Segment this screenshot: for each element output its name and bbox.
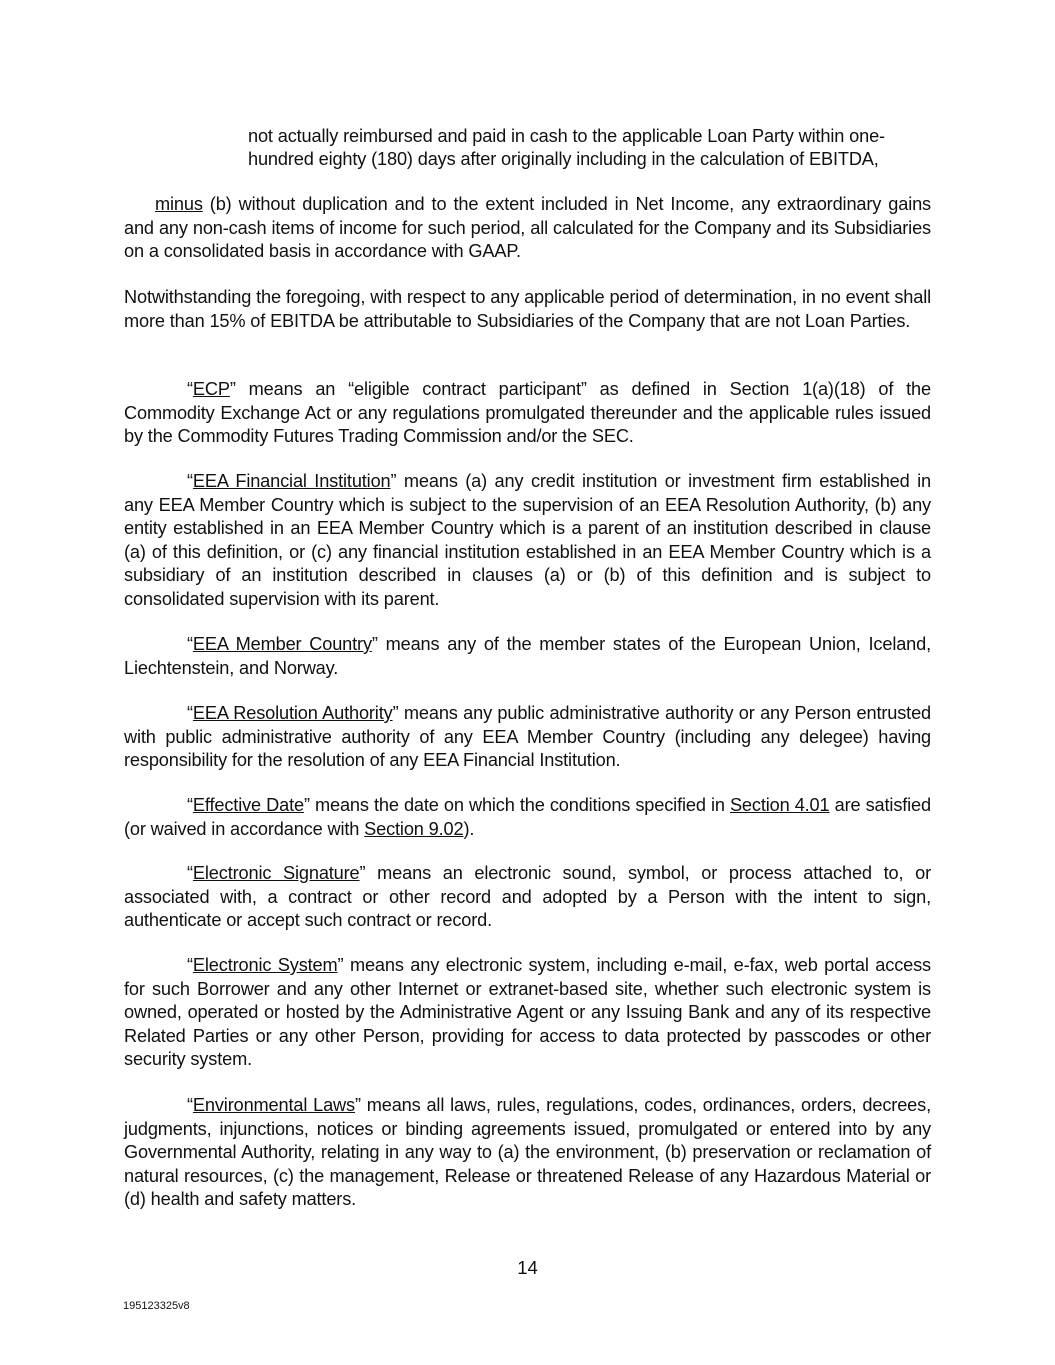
definition-electronic-system <box>124 954 931 1072</box>
definition-effective-date <box>124 794 931 841</box>
definition-ecp <box>124 378 931 449</box>
defined-term: Electronic System <box>192 955 338 975</box>
defined-term: EEA Financial Institution <box>192 471 391 491</box>
open-quote: “ <box>187 634 193 654</box>
definition-text: ” means (a) any credit institution or investment firm established in any EEA Member Country which is subject to the supervision of an EEA Resolution Authority, (b) any entity established in an EEA Member Country which is a parent of an institution described in clause (a) of this definition, or (c) any financial institution established in an EEA Member Country which is a subsidiary of an institution described in clauses (a) or (b) of this definition and is subject to consolidated supervision with its parent. <box>124 471 931 609</box>
definition-text: ” means an electronic sound, symbol, or process attached to, or associated with, a contract or other record and adopted by a Person with the intent to sign, authenticate or accept such contract or record. <box>124 863 931 930</box>
page-number: 14 <box>517 1257 538 1278</box>
definition-eea-financial-institution <box>124 470 931 611</box>
definition-text: ” means any of the member states of the European Union, Iceland, Liechtenstein, and Norway. <box>124 634 932 678</box>
continuation-line-1: not actually reimbursed and paid in cash to the applicable Loan Party within one- <box>248 126 885 146</box>
defined-term: Environmental Laws <box>192 1095 355 1115</box>
notwithstanding-paragraph: Notwithstanding the foregoing, with respect to any applicable period of determination, in no event shall more than 15% of EBITDA be attributable to Subsidiaries of the Company that are not Loan Parties. <box>124 287 931 331</box>
document-id: 195123325v8 <box>123 1300 190 1312</box>
defined-term: EEA Member Country <box>192 634 372 654</box>
open-quote: “ <box>187 863 193 883</box>
open-quote: “ <box>187 955 193 975</box>
minus-clause-text: (b) without duplication and to the extent included in Net Income, any extraordinary gains and any non-cash items of income for such period, all calculated for the Company and its Subsidiaries on a consolidated basis in accordance with GAAP. <box>124 194 931 261</box>
definition-eea-member-country <box>124 633 931 680</box>
section-4-01-reference: Section 4.01 <box>729 795 830 815</box>
definition-eea-resolution-authority <box>124 702 931 773</box>
open-quote: “ <box>187 795 193 815</box>
definition-text: ” means any electronic system, including e-mail, e-fax, web portal access for such Borrower and any other Internet or extranet-based site, whether such electronic system is owned, operated or hosted by the Administrative Agent or any Issuing Bank and any of its respective Related Parties or any other Person, providing for access to data protected by passcodes or other security system. <box>124 955 931 1069</box>
definition-text: are satisfied (or waived in accordance with <box>124 795 931 839</box>
open-quote: “ <box>187 703 193 723</box>
definition-text: ). <box>463 818 475 839</box>
definition-text: ” means an “eligible contract participant” as defined in Section 1(a)(18) of the Commodity Exchange Act or any regulations promulgated thereunder and the applicable rules issued by the Commodity Futures Trading Commission and/or the SEC. <box>124 379 931 446</box>
minus-term: minus <box>155 194 203 214</box>
continuation-line-2: hundred eighty (180) days after originally including in the calculation of EBITDA, <box>248 149 879 169</box>
definition-environmental-laws <box>124 1094 931 1212</box>
minus-clause-paragraph <box>124 193 931 264</box>
definition-text: ” means any public administrative authority or any Person entrusted with public administrative authority of any EEA Member Country (including any delegee) having responsibility for the resolution of any EEA Financial Institution. <box>124 703 932 770</box>
open-quote: “ <box>187 1095 193 1115</box>
definition-text: ” means all laws, rules, regulations, codes, ordinances, orders, decrees, judgments, injunctions, notices or binding agreements issued, promulgated or entered into by any Governmental Authority, relating in any way to (a) the environment, (b) preservation or reclamation of natural resources, (c) the management, Release or threatened Release of any Hazardous Material or (d) health and safety matters. <box>124 1095 931 1209</box>
defined-term: Effective Date <box>192 795 304 815</box>
defined-term: ECP <box>192 379 230 399</box>
defined-term: EEA Resolution Authority <box>192 703 393 723</box>
open-quote: “ <box>187 471 193 491</box>
open-quote: “ <box>187 379 193 399</box>
definition-text: ” means the date on which the conditions specified in <box>303 795 730 815</box>
defined-term: Electronic Signature <box>192 863 360 883</box>
section-9-02-reference: Section 9.02 <box>364 818 464 839</box>
definition-electronic-signature <box>124 862 931 933</box>
